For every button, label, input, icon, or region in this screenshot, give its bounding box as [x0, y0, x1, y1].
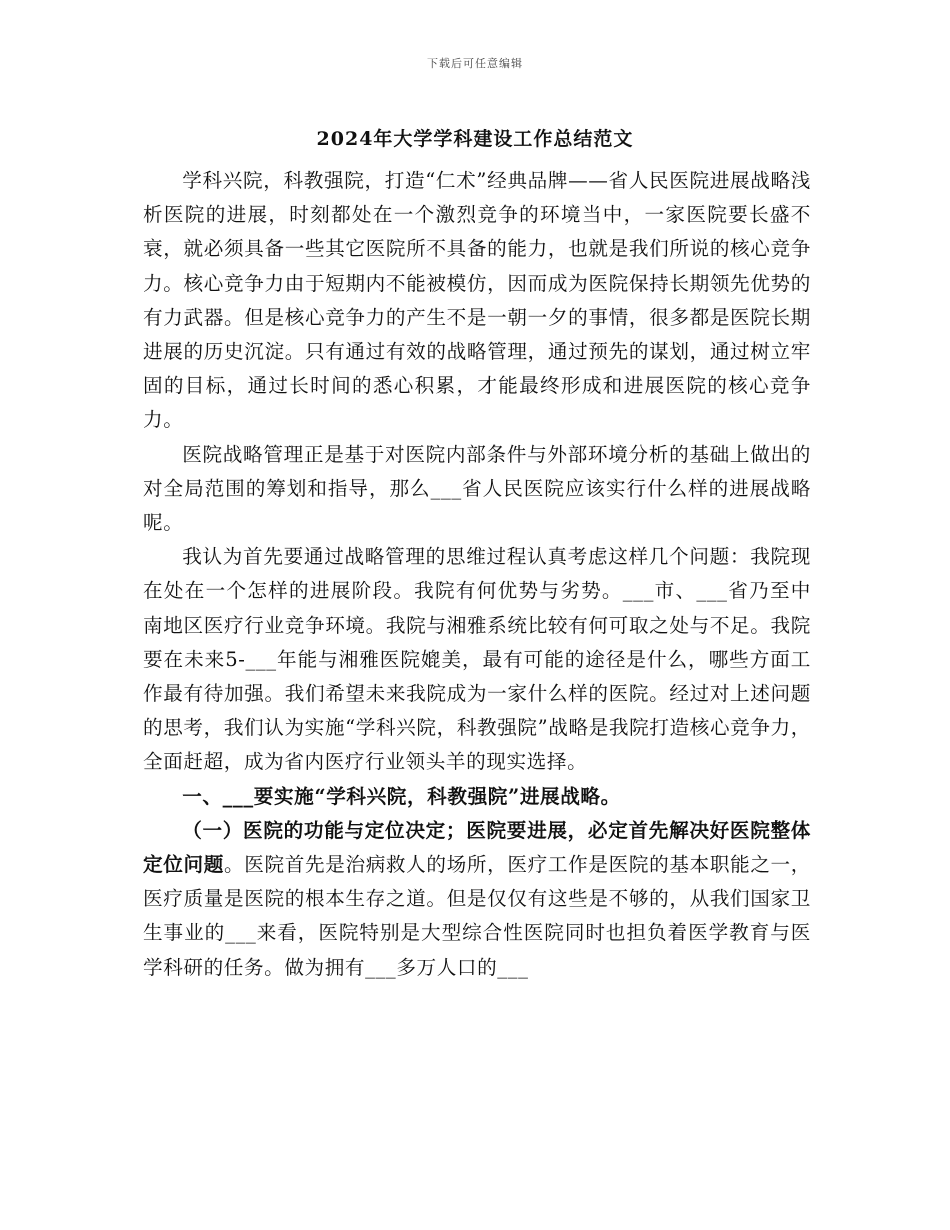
document-title: 2024年大学学科建设工作总结范文 [316, 128, 634, 150]
paragraph-strategy: 医院战略管理正是基于对医院内部条件与外部环境分析的基础上做出的对全局范围的筹划和指导，那么___省人民医院应该实行什么样的进展战略呢。 [143, 442, 811, 535]
subsection-lead: （一）医院的功能与定位决定；医院要进展，必定首先解决好医院整体定位问题 [143, 818, 811, 877]
header-note: 下载后可任意编辑 [427, 57, 523, 70]
paragraph-intro: 学科兴院，科教强院，打造“仁术”经典品牌——省人民医院进展战略浅析医院的进展，时刻都处在一个激烈竞争的环境当中，一家医院要长盛不衰，就必须具备一些其它医院所不具备的能力，也就是我们所说的核心竞争力。核心竞争力由于短期内不能被模仿，因而成为医院保持长期领先优势的有力武器。但是核心竞争力的产生不是一朝一夕的事情，很多都是医院长期进展的历史沉淀。只有通过有效的战略管理，通过预先的谋划，通过树立牢固的目标，通过长时间的悉心积累，才能最终形成和进展医院的核心竞争力。 [143, 169, 811, 432]
subsection-paragraph [143, 814, 811, 985]
document-body [143, 164, 811, 985]
paragraph-questions: 我认为首先要通过战略管理的思维过程认真考虑这样几个问题：我院现在处在一个怎样的进展阶段。我院有何优势与劣势。___市、___省乃至中南地区医疗行业竞争环境。我院与湘雅系统比较有何可取之处与不足。我院要在未来5-___年能与湘雅医院媲美，最有可能的途径是什么，哪些方面工作最有待加强。我们希望未来我院成为一家什么样的医院。经过对上述问题的思考，我们认为实施“学科兴院，科教强院”战略是我院打造核心竞争力，全面赶超，成为省内医疗行业领头羊的现实选择。 [143, 545, 811, 774]
subsection-text: 。医院首先是治病救人的场所，医疗工作是医院的基本职能之一，医疗质量是医院的根本生存之道。但是仅仅有这些是不够的，从我们国家卫生事业的___来看，医院特别是大型综合性医院同时也担负着医学教育与医学科研的任务。做为拥有___多万人口的___ [143, 853, 811, 979]
section-heading: 一、___要实施“学科兴院，科教强院”进展战略。 [182, 784, 621, 808]
